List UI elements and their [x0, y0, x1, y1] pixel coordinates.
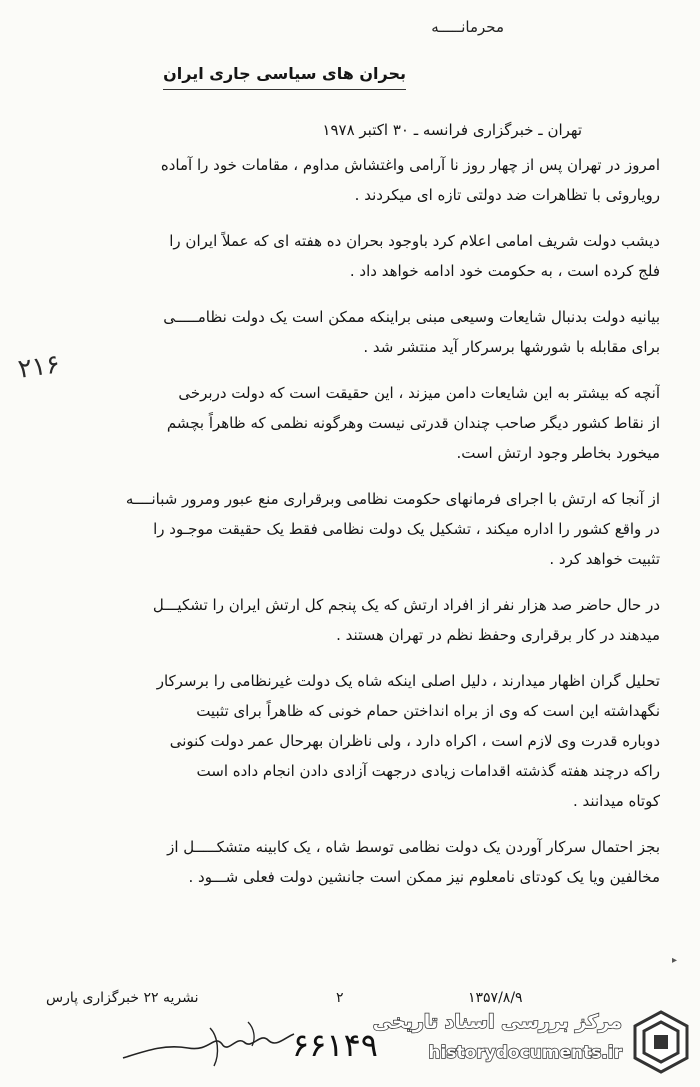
body-line: نگهداشته این است که وی از براه انداختن حمام خونی که ظاهراً برای تثبیت: [196, 702, 660, 720]
watermark-org-name: مرکز بررسی اسناد تاریخی: [372, 1011, 622, 1033]
body-line: دیشب دولت شریف امامی اعلام کرد باوجود بحران ده هفته ای که عملاً ایران را: [169, 232, 660, 250]
body-line: امروز در تهران پس از چهار روز نا آرامی واغتشاش مداوم ، مقامات خود را آماده: [160, 156, 660, 174]
body-line: رویاروئی با تظاهرات ضد دولتی تازه ای میکردند .: [354, 186, 660, 204]
body-line: از آنجا که ارتش با اجرای فرمانهای حکومت نظامی وبرقراری منع عبور ومرور شبانــــه: [125, 490, 660, 508]
body-line: دوباره قدرت وی لازم است ، اکراه دارد ، ولی ناظران بهرحال عمر دولت کنونی: [169, 732, 660, 750]
body-line: فلج کرده است ، به حکومت خود ادامه خواهد داد .: [349, 262, 660, 280]
body-line: در حال حاضر صد هزار نفر از افراد ارتش که یک پنجم کل ارتش ایران را تشکیـــل: [152, 596, 660, 614]
body-line: از نقاط کشور دیگر صاحب چندان قدرتی نیست وهرگونه نظمی که ظاهراً بچشم: [166, 414, 660, 432]
body-line: بیانیه دولت بدنبال شایعات وسیعی مبنی براینکه ممکن است یک دولت نظامـــــی: [163, 308, 660, 326]
footer-source: نشریه ۲۲ خبرگزاری پارس: [46, 990, 199, 1006]
paragraph: [35, 590, 660, 650]
registration-number-stamp: ۶۶۱۴۹: [292, 1026, 378, 1064]
footer-date: ۱۳۵۷/۸/۹: [468, 990, 523, 1006]
watermark: [372, 1003, 694, 1081]
paragraph: [35, 150, 660, 210]
paragraph: [35, 302, 660, 362]
paragraph: [35, 666, 660, 816]
classification-label: محرمانـــــه: [431, 18, 504, 36]
body-line: آنچه که بیشتر به این شایعات دامن میزند ، این حقیقت است که دولت دربرخی: [178, 384, 660, 402]
paragraph: [35, 832, 660, 892]
body-line: مخالفین ویا یک کودتای نامعلوم نیز ممکن است جانشین دولت فعلی شـــود .: [188, 868, 660, 886]
archive-logo-icon: [630, 1009, 692, 1075]
page-number: ۲: [336, 990, 344, 1006]
body-line: بجز احتمال سرکار آوردن یک دولت نظامی توسط شاه ، یک کابینه متشکـــــل از: [167, 838, 660, 856]
body-line: راکه درچند هفته گذشته اقدامات زیادی درجهت آزادی دادن انجام داده است: [196, 762, 660, 780]
document-title: بحران های سیاسی جاری ایران: [163, 64, 406, 90]
body-line: میدهند در کار برقراری وحفظ نظم در تهران هستند .: [336, 626, 660, 644]
dateline: تهران ـ خبرگزاری فرانسه ـ ۳۰ اکتبر ۱۹۷۸: [322, 121, 582, 139]
body-line: میخورد بخاطر وجود ارتش است.: [456, 444, 660, 462]
body-line: کوتاه میدانند .: [573, 792, 660, 810]
body-line: در واقع کشور را اداره میکند ، تشکیل یک دولت نظامی فقط یک حقیقت موجـود را: [153, 520, 660, 538]
paragraph: [35, 484, 660, 574]
paragraph: [35, 378, 660, 468]
document-body: [35, 150, 660, 908]
body-line: تحلیل گران اظهار میدارند ، دلیل اصلی اینکه شاه یک دولت غیرنظامی را برسرکار: [156, 672, 660, 690]
paragraph: [35, 226, 660, 286]
body-line: برای مقابله با شورشها برسرکار آید منتشر شد .: [363, 338, 660, 356]
body-line: تثبیت خواهد کرد .: [549, 550, 660, 568]
handwritten-margin-note: ۲۱۶: [16, 349, 62, 385]
scan-mark: ▸: [672, 955, 678, 966]
watermark-url: historydocuments.ir: [428, 1043, 622, 1063]
signature-scribble: [118, 1014, 298, 1074]
